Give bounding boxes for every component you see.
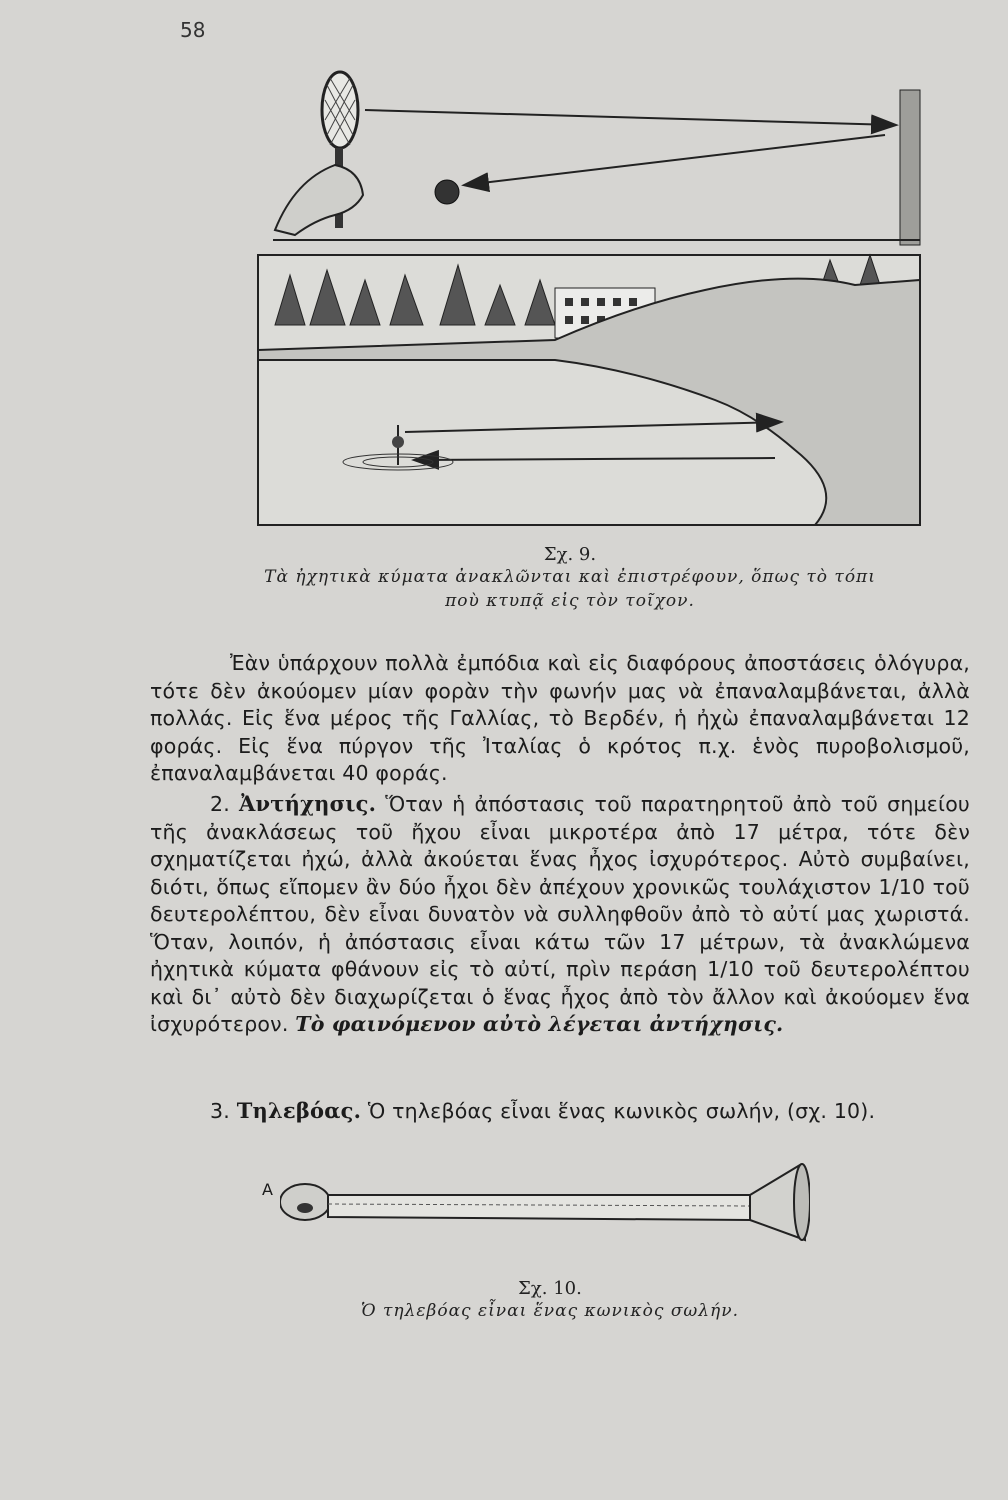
figure-10-caption-text: Ὁ τηλεβόας εἶναι ἕνας κωνικὸς σωλήν. [361, 1301, 739, 1321]
wall-drawing [900, 90, 920, 245]
paragraph2-text: Ὅταν ἡ ἀπόστασις τοῦ παρατηρητοῦ ἀπὸ τοῦ σημείου τῆς ἀνακλάσεως τοῦ ἤχου εἶναι μικροτέρα ἀπὸ 17 μέτρα, τότε δὲν σχηματίζεται ἠχώ, ἀλλὰ ἀκούεται ἕνας ἦχος ἰσχυρότερος. Αὐτὸ συμβαίνει, διότι, ὅπως εἴπομεν ἂν δύο ἦχοι δὲν ἀπέχουν χρονικῶς τουλάχιστον 1/10 τοῦ δευτερολέπτου, δὲν εἶναι δυνατὸν νὰ συλληφθοῦν ἀπὸ τὸ αὐτί μας χωριστά. Ὅταν, λοιπόν, ἡ ἀπόστασις εἶναι κάτω τῶν 17 μέτρων, τὰ ἀνακλώμενα ἠχητικὰ κύματα φθάνουν εἰς τὸ αὐτί, πρὶν περάση 1/10 τοῦ δευτερολέπτου καὶ δι᾿ αὐτὸ δὲν διαχωρίζεται ὁ ἕνας ἦχος ἀπὸ τὸν ἄλλον καὶ ἀκούομεν ἕνα ἰσχυρότερον. [150, 792, 970, 1036]
paragraph-echo-repetitions [150, 650, 970, 788]
paragraph3-heading: Τηλεβόας. [236, 1098, 362, 1123]
figure-10-point-label: A [262, 1180, 273, 1199]
racket-hand-drawing [275, 72, 363, 235]
paragraph2-heading: Ἀντήχησις. [239, 791, 377, 816]
figure-10-caption [250, 1278, 850, 1323]
paragraph2-number: 2. [210, 792, 230, 816]
paragraph2-emphasis: Τὸ φαινόμενον αὐτὸ λέγεται ἀντήχησις. [295, 1012, 784, 1036]
paragraph3-number: 3. [210, 1099, 230, 1123]
paragraph-resonance [150, 790, 970, 1039]
figure-9-label: Σχ. 9. [543, 544, 597, 565]
figure-9-caption-line1: Τὰ ἠχητικὰ κύματα ἀνακλῶνται καὶ ἐπιστρέφουν, ὅπως τὸ τόπι [264, 567, 876, 587]
paragraph3-text: Ὁ τηλεβόας εἶναι ἕνας κωνικὸς σωλήν, (σχ. 10). [367, 1099, 876, 1123]
page-number: 58 [180, 18, 206, 42]
paragraph-megaphone [150, 1097, 970, 1126]
paragraph1-text: Ἐὰν ὑπάρχουν πολλὰ ἐμπόδια καὶ εἰς διαφόρους ἀποστάσεις ὁλόγυρα, τότε δὲν ἀκούομεν μίαν φορὰν τὴν φωνήν μας νὰ ἐπαναλαμβάνεται, ἀλλὰ πολλάς. Εἰς ἕνα μέρος τῆς Γαλλίας, τὸ Βερδέν, ἡ ἠχὼ ἐπαναλαμβάνεται 12 φοράς. Εἰς ἕνα πύργον τῆς Ἰταλίας ὁ κρότος π.χ. ἑνὸς πυροβολισμοῦ, ἐπαναλαμβάνεται 40 φοράς. [150, 651, 970, 785]
figure-9-caption [210, 544, 930, 613]
figure-9-caption-line2: ποὺ κτυπᾷ εἰς τὸν τοῖχον. [445, 591, 695, 611]
figure-10-label: Σχ. 10. [518, 1278, 582, 1299]
figure-10-megaphone-illustration [280, 1160, 810, 1260]
figure-9-illustration [255, 70, 925, 535]
ball-drawing [435, 180, 459, 204]
